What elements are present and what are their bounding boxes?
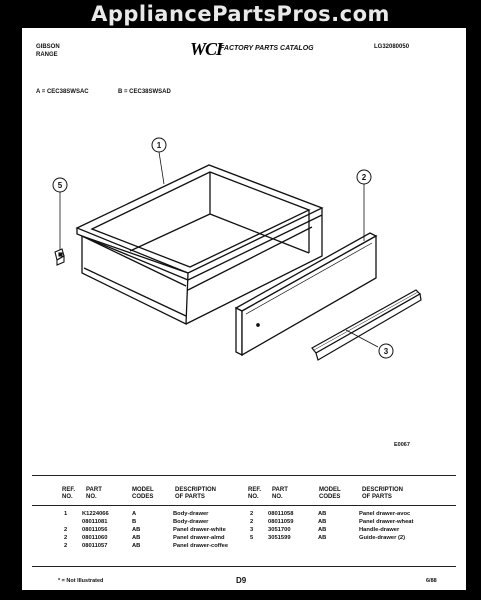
table-row-model: AB: [318, 519, 327, 525]
table-row-ref: 2: [64, 543, 68, 549]
table-row-desc: Panel drawer-wheat: [359, 519, 414, 525]
table-row-part: K1224066: [82, 511, 109, 517]
table-row-desc: Panel drawer-almd: [173, 535, 225, 541]
page-number: D9: [236, 576, 247, 585]
col-header-desc: DESCRIPTION OF PARTS: [175, 487, 217, 500]
table-row-part: 08011060: [82, 535, 108, 541]
table-row-ref: 1: [64, 511, 68, 517]
table-row-desc: Panel drawer-coffee: [173, 543, 229, 549]
table-row-ref: 3: [250, 527, 254, 533]
table-row-model: AB: [318, 535, 327, 541]
wci-logo: WCI: [190, 39, 223, 59]
col-header-ref-2: REF. NO.: [248, 487, 262, 500]
brand-line-1: GIBSON: [36, 44, 60, 50]
catalog-number: LG32080050: [374, 44, 410, 50]
table-header-rule: [32, 505, 456, 506]
callout-1: 1: [156, 141, 162, 150]
table-row-desc: Guide-drawer (2): [359, 535, 406, 541]
col-header-model: MODEL CODES: [132, 487, 154, 500]
table-row-part: 3051599: [268, 535, 291, 541]
col-header-part: PART NO.: [86, 487, 102, 500]
col-header-part-2: PART NO.: [272, 487, 288, 500]
table-row-desc: Handle-drawer: [359, 527, 400, 533]
table-row-model: B: [132, 519, 137, 525]
table-row-desc: Panel drawer-white: [173, 527, 226, 533]
table-row-part: 08011057: [82, 543, 108, 549]
callout-2: 2: [361, 173, 367, 182]
col-header-ref: REF. NO.: [62, 487, 76, 500]
drawer-guide-drawing: [55, 249, 64, 265]
table-row-model: AB: [318, 511, 327, 517]
callout-3: 3: [383, 347, 389, 356]
brand-line-2: RANGE: [36, 52, 58, 58]
model-b-label: B = CEC38SWSAD: [118, 89, 171, 95]
catalog-date: 6/88: [426, 578, 437, 584]
table-row-part: 3051700: [268, 527, 291, 533]
callout-5: 5: [57, 181, 63, 190]
table-row-model: AB: [132, 535, 141, 541]
col-header-desc-2: DESCRIPTION OF PARTS: [362, 487, 404, 500]
table-top-rule: [32, 475, 456, 476]
table-row-model: AB: [132, 527, 141, 533]
table-bottom-rule: [32, 566, 456, 567]
table-row-part: 08011056: [82, 527, 108, 533]
table-row-model: A: [132, 511, 137, 517]
table-row-desc: Panel drawer-avoc: [359, 511, 411, 517]
not-illustrated-note: * = Not Illustrated: [58, 578, 104, 584]
table-row-model: AB: [318, 527, 327, 533]
table-row-desc: Body-drawer: [173, 511, 209, 517]
model-a-label: A = CEC38SWSAC: [36, 89, 89, 95]
table-row-ref: 2: [64, 527, 68, 533]
parts-sheet: [22, 28, 466, 590]
table-row-part: 08011059: [268, 519, 294, 525]
catalog-title: FACTORY PARTS CATALOG: [220, 45, 314, 52]
col-header-model-2: MODEL CODES: [319, 487, 341, 500]
table-row-ref: 2: [250, 519, 254, 525]
watermark-text: AppliancePartsPros.com: [91, 2, 390, 26]
table-row-part: 08011081: [82, 519, 108, 525]
table-row-ref: 5: [250, 535, 254, 541]
table-row-ref: 2: [250, 511, 254, 517]
figure-code: E0067: [394, 442, 410, 448]
table-row-desc: Body-drawer: [173, 519, 209, 525]
table-row-model: AB: [132, 543, 141, 549]
table-row-ref: 2: [64, 535, 68, 541]
table-row-part: 08011058: [268, 511, 294, 517]
